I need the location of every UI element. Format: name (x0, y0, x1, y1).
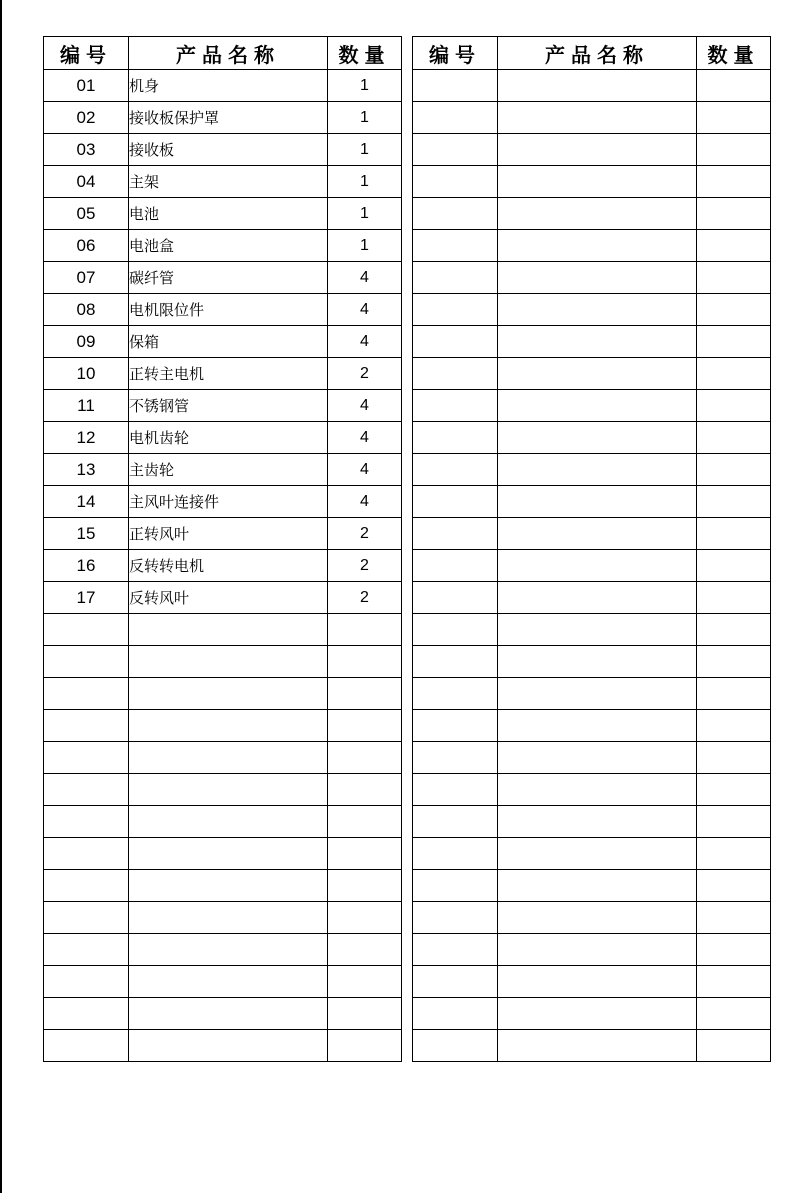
table-row (44, 774, 402, 806)
quantity-cell: 4 (328, 390, 402, 422)
part-number-cell: 16 (44, 550, 129, 582)
part-name-cell (498, 870, 697, 902)
part-number-cell (44, 838, 129, 870)
quantity-cell (697, 582, 771, 614)
quantity-cell (697, 230, 771, 262)
part-number-cell: 03 (44, 134, 129, 166)
table-row (44, 326, 402, 358)
quantity-cell: 4 (328, 326, 402, 358)
quantity-cell (697, 870, 771, 902)
part-number-cell (413, 486, 498, 518)
part-name-cell: 主齿轮 (129, 454, 328, 486)
part-name-cell: 保箱 (129, 326, 328, 358)
quantity-cell (697, 742, 771, 774)
quantity-cell (697, 902, 771, 934)
quantity-cell (697, 390, 771, 422)
header-row (44, 37, 402, 70)
table-row (44, 838, 402, 870)
table-row (44, 294, 402, 326)
part-name-cell (129, 998, 328, 1030)
quantity-cell (697, 198, 771, 230)
part-name-cell (498, 550, 697, 582)
part-name-cell (498, 678, 697, 710)
part-number-cell (413, 454, 498, 486)
part-name-cell (498, 326, 697, 358)
part-name-cell (498, 486, 697, 518)
quantity-cell: 4 (328, 294, 402, 326)
table-row (413, 646, 771, 678)
quantity-cell (697, 838, 771, 870)
part-number-cell (44, 966, 129, 998)
quantity-cell (697, 166, 771, 198)
table-row (44, 614, 402, 646)
quantity-cell (697, 710, 771, 742)
part-name-cell: 机身 (129, 70, 328, 102)
part-name-cell (498, 614, 697, 646)
part-name-cell (498, 518, 697, 550)
part-name-cell: 电池 (129, 198, 328, 230)
quantity-cell (697, 998, 771, 1030)
part-number-cell (413, 326, 498, 358)
quantity-cell (697, 134, 771, 166)
part-name-cell (129, 902, 328, 934)
part-name-cell (498, 198, 697, 230)
part-name-cell (498, 646, 697, 678)
quantity-cell: 2 (328, 518, 402, 550)
part-name-cell (129, 646, 328, 678)
table-row (413, 134, 771, 166)
table-row (44, 646, 402, 678)
quantity-cell: 1 (328, 70, 402, 102)
table-row (413, 934, 771, 966)
part-name-cell (498, 1030, 697, 1062)
table-row (413, 454, 771, 486)
quantity-cell (697, 646, 771, 678)
part-number-cell (413, 742, 498, 774)
header-row (413, 37, 771, 70)
part-number-cell (413, 294, 498, 326)
part-name-cell: 接收板 (129, 134, 328, 166)
table-row (413, 806, 771, 838)
part-number-cell (413, 646, 498, 678)
quantity-cell (328, 774, 402, 806)
quantity-cell (697, 1030, 771, 1062)
part-number-cell (44, 742, 129, 774)
part-name-cell: 主风叶连接件 (129, 486, 328, 518)
part-number-cell: 02 (44, 102, 129, 134)
table-row (413, 422, 771, 454)
quantity-cell (697, 678, 771, 710)
part-name-cell: 正转主电机 (129, 358, 328, 390)
part-number-cell (413, 550, 498, 582)
part-name-cell (498, 902, 697, 934)
quantity-cell (328, 934, 402, 966)
parts-table-left (43, 36, 402, 1062)
part-number-cell (413, 262, 498, 294)
quantity-cell: 4 (328, 454, 402, 486)
part-name-cell (498, 294, 697, 326)
table-row (413, 838, 771, 870)
quantity-cell (697, 614, 771, 646)
table-row (413, 230, 771, 262)
part-name-cell (498, 390, 697, 422)
part-number-cell (44, 614, 129, 646)
part-number-cell (413, 582, 498, 614)
part-name-cell (498, 358, 697, 390)
table-row (44, 198, 402, 230)
part-number-cell (44, 902, 129, 934)
part-name-cell (129, 678, 328, 710)
header-number: 编号 (413, 37, 498, 70)
quantity-cell: 4 (328, 262, 402, 294)
part-name-cell (498, 838, 697, 870)
part-number-cell: 13 (44, 454, 129, 486)
part-number-cell: 17 (44, 582, 129, 614)
part-name-cell (498, 134, 697, 166)
part-name-cell (498, 966, 697, 998)
part-name-cell (129, 966, 328, 998)
part-name-cell (129, 838, 328, 870)
part-number-cell: 14 (44, 486, 129, 518)
part-number-cell (413, 390, 498, 422)
quantity-cell (697, 358, 771, 390)
part-name-cell (129, 806, 328, 838)
part-number-cell (44, 934, 129, 966)
quantity-cell (697, 550, 771, 582)
part-number-cell: 05 (44, 198, 129, 230)
table-row (44, 870, 402, 902)
part-number-cell (44, 806, 129, 838)
quantity-cell (328, 614, 402, 646)
table-row (413, 518, 771, 550)
part-number-cell: 08 (44, 294, 129, 326)
part-name-cell (498, 102, 697, 134)
table-row (44, 486, 402, 518)
part-number-cell: 15 (44, 518, 129, 550)
table-row (44, 710, 402, 742)
header-product-name: 产品名称 (498, 37, 697, 70)
quantity-cell (697, 518, 771, 550)
quantity-cell: 2 (328, 358, 402, 390)
part-name-cell (498, 710, 697, 742)
part-number-cell: 07 (44, 262, 129, 294)
table-row (413, 710, 771, 742)
part-name-cell (129, 742, 328, 774)
part-number-cell (413, 870, 498, 902)
quantity-cell (697, 294, 771, 326)
part-name-cell: 反转转电机 (129, 550, 328, 582)
part-name-cell (498, 582, 697, 614)
table-row (44, 390, 402, 422)
part-name-cell: 接收板保护罩 (129, 102, 328, 134)
quantity-cell (697, 454, 771, 486)
table-row (44, 550, 402, 582)
quantity-cell (697, 422, 771, 454)
quantity-cell (328, 742, 402, 774)
table-row (44, 70, 402, 102)
table-row (44, 742, 402, 774)
table-row (44, 102, 402, 134)
quantity-cell: 2 (328, 582, 402, 614)
quantity-cell: 4 (328, 486, 402, 518)
part-name-cell (129, 870, 328, 902)
table-row (44, 422, 402, 454)
quantity-cell (328, 870, 402, 902)
header-product-name: 产品名称 (129, 37, 328, 70)
part-number-cell (413, 518, 498, 550)
header-quantity: 数量 (328, 37, 402, 70)
table-row (44, 230, 402, 262)
parts-table-right (412, 36, 771, 1062)
quantity-cell (697, 806, 771, 838)
quantity-cell: 1 (328, 134, 402, 166)
quantity-cell (328, 710, 402, 742)
part-number-cell (413, 614, 498, 646)
table-row (44, 582, 402, 614)
header-quantity: 数量 (697, 37, 771, 70)
table-row (44, 262, 402, 294)
table-row (44, 806, 402, 838)
part-number-cell (44, 710, 129, 742)
table-row (413, 966, 771, 998)
table-row (413, 198, 771, 230)
quantity-cell: 4 (328, 422, 402, 454)
quantity-cell: 1 (328, 230, 402, 262)
part-name-cell: 电机齿轮 (129, 422, 328, 454)
table-row (413, 390, 771, 422)
table-row (413, 166, 771, 198)
part-name-cell: 主架 (129, 166, 328, 198)
part-name-cell (129, 934, 328, 966)
part-number-cell (44, 678, 129, 710)
quantity-cell (697, 486, 771, 518)
table-row (413, 262, 771, 294)
table-row (413, 870, 771, 902)
part-name-cell (129, 774, 328, 806)
part-name-cell (498, 422, 697, 454)
table-row (413, 486, 771, 518)
part-number-cell: 12 (44, 422, 129, 454)
part-name-cell (498, 742, 697, 774)
part-number-cell: 09 (44, 326, 129, 358)
quantity-cell (328, 678, 402, 710)
quantity-cell: 1 (328, 198, 402, 230)
table-row (413, 998, 771, 1030)
quantity-cell (328, 1030, 402, 1062)
part-name-cell (129, 1030, 328, 1062)
table-row (44, 998, 402, 1030)
part-number-cell: 06 (44, 230, 129, 262)
part-number-cell (413, 774, 498, 806)
quantity-cell (328, 902, 402, 934)
part-number-cell (413, 710, 498, 742)
part-name-cell (498, 998, 697, 1030)
table-row (44, 966, 402, 998)
part-name-cell: 碳纤管 (129, 262, 328, 294)
table-row (413, 70, 771, 102)
part-name-cell (498, 70, 697, 102)
table-row (413, 358, 771, 390)
quantity-cell (328, 998, 402, 1030)
table-row (44, 902, 402, 934)
quantity-cell (328, 806, 402, 838)
table-row (44, 166, 402, 198)
part-number-cell (413, 230, 498, 262)
part-number-cell: 01 (44, 70, 129, 102)
part-number-cell (413, 838, 498, 870)
part-name-cell: 不锈钢管 (129, 390, 328, 422)
part-name-cell (498, 230, 697, 262)
part-number-cell (413, 198, 498, 230)
header-number: 编号 (44, 37, 129, 70)
part-name-cell (498, 262, 697, 294)
quantity-cell (328, 838, 402, 870)
table-row (44, 934, 402, 966)
table-row (413, 102, 771, 134)
table-row (413, 1030, 771, 1062)
table-row (413, 582, 771, 614)
table-row (44, 678, 402, 710)
part-number-cell (44, 1030, 129, 1062)
part-number-cell (413, 934, 498, 966)
table-row (44, 134, 402, 166)
part-name-cell: 反转风叶 (129, 582, 328, 614)
part-number-cell (413, 70, 498, 102)
table-row (413, 678, 771, 710)
part-name-cell (498, 166, 697, 198)
part-name-cell: 正转风叶 (129, 518, 328, 550)
part-number-cell (44, 870, 129, 902)
part-number-cell: 04 (44, 166, 129, 198)
part-name-cell (498, 774, 697, 806)
quantity-cell: 1 (328, 166, 402, 198)
quantity-cell (697, 70, 771, 102)
part-name-cell (129, 710, 328, 742)
quantity-cell (697, 966, 771, 998)
part-number-cell (413, 678, 498, 710)
part-name-cell: 电池盒 (129, 230, 328, 262)
quantity-cell (697, 326, 771, 358)
quantity-cell (697, 934, 771, 966)
part-number-cell (413, 806, 498, 838)
table-row (413, 774, 771, 806)
part-number-cell (44, 998, 129, 1030)
quantity-cell (697, 262, 771, 294)
quantity-cell: 1 (328, 102, 402, 134)
part-name-cell (498, 934, 697, 966)
part-number-cell (413, 102, 498, 134)
table-row (413, 550, 771, 582)
part-name-cell (129, 614, 328, 646)
part-number-cell: 10 (44, 358, 129, 390)
part-name-cell (498, 806, 697, 838)
table-row (44, 518, 402, 550)
quantity-cell (697, 774, 771, 806)
table-row (413, 294, 771, 326)
part-number-cell: 11 (44, 390, 129, 422)
table-row (44, 454, 402, 486)
part-name-cell: 电机限位件 (129, 294, 328, 326)
table-row (413, 326, 771, 358)
table-row (413, 902, 771, 934)
part-number-cell (413, 358, 498, 390)
quantity-cell: 2 (328, 550, 402, 582)
part-name-cell (498, 454, 697, 486)
part-number-cell (413, 134, 498, 166)
quantity-cell (328, 966, 402, 998)
table-row (44, 358, 402, 390)
quantity-cell (328, 646, 402, 678)
table-row (44, 1030, 402, 1062)
quantity-cell (697, 102, 771, 134)
page-left-border (0, 0, 2, 1193)
part-number-cell (413, 998, 498, 1030)
part-number-cell (413, 966, 498, 998)
part-number-cell (413, 166, 498, 198)
table-row (413, 614, 771, 646)
table-row (413, 742, 771, 774)
part-number-cell (413, 1030, 498, 1062)
part-number-cell (413, 902, 498, 934)
part-number-cell (44, 774, 129, 806)
part-number-cell (413, 422, 498, 454)
part-number-cell (44, 646, 129, 678)
